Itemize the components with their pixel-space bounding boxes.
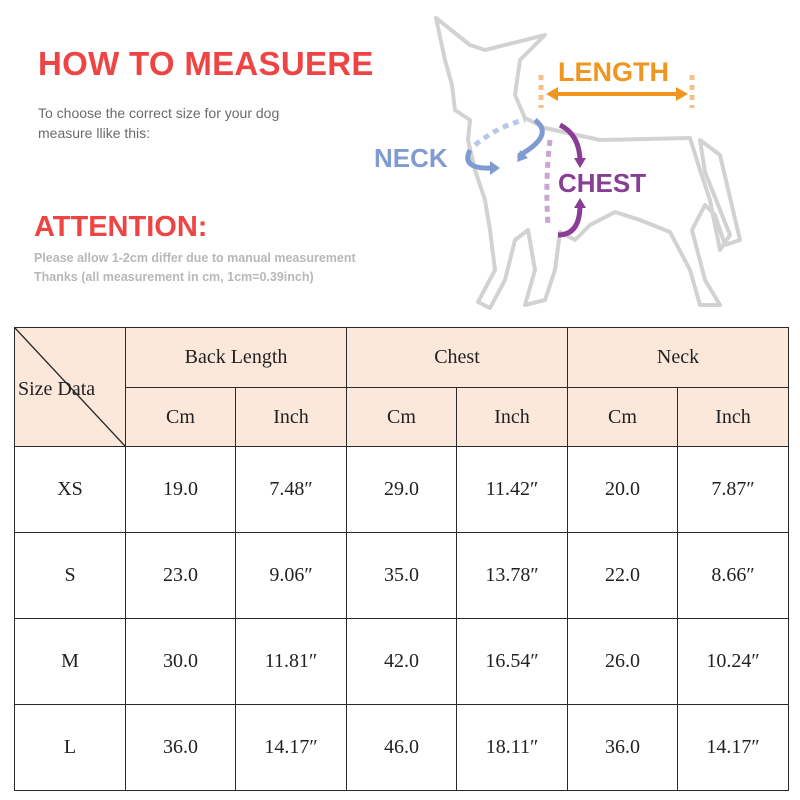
unit-header: Inch: [678, 388, 789, 447]
group-header-chest: Chest: [347, 328, 568, 388]
value-cell: 11.81″: [236, 619, 347, 705]
value-cell: 10.24″: [678, 619, 789, 705]
value-cell: 14.17″: [236, 705, 347, 791]
value-cell: 42.0: [347, 619, 457, 705]
unit-header: Inch: [236, 388, 347, 447]
neck-label: NECK: [374, 143, 448, 173]
table-row: [15, 705, 789, 791]
table-row: [15, 533, 789, 619]
header-row-units: [15, 388, 789, 447]
value-cell: 7.87″: [678, 447, 789, 533]
size-cell: S: [15, 533, 126, 619]
value-cell: 8.66″: [678, 533, 789, 619]
group-header-neck: Neck: [568, 328, 789, 388]
size-cell: M: [15, 619, 126, 705]
value-cell: 11.42″: [457, 447, 568, 533]
unit-header: Inch: [457, 388, 568, 447]
value-cell: 7.48″: [236, 447, 347, 533]
value-cell: 35.0: [347, 533, 457, 619]
chest-label: CHEST: [558, 168, 647, 198]
value-cell: 22.0: [568, 533, 678, 619]
header-row-groups: [15, 328, 789, 388]
value-cell: 20.0: [568, 447, 678, 533]
neck-indicator-icon: [468, 120, 542, 175]
unit-header: Cm: [126, 388, 236, 447]
value-cell: 19.0: [126, 447, 236, 533]
size-chart-table: [14, 327, 789, 791]
value-cell: 18.11″: [457, 705, 568, 791]
unit-header: Cm: [347, 388, 457, 447]
page-title: HOW TO MEASUERE: [38, 45, 374, 82]
value-cell: 16.54″: [457, 619, 568, 705]
length-label: LENGTH: [558, 57, 669, 87]
value-cell: 36.0: [568, 705, 678, 791]
size-cell: XS: [15, 447, 126, 533]
value-cell: 30.0: [126, 619, 236, 705]
value-cell: 9.06″: [236, 533, 347, 619]
attention-note-line-2: Thanks (all measurement in cm, 1cm=0.39inch): [34, 270, 314, 284]
value-cell: 14.17″: [678, 705, 789, 791]
attention-note-line-1: Please allow 1-2cm differ due to manual measurement: [34, 251, 356, 265]
value-cell: 13.78″: [457, 533, 568, 619]
table-row: [15, 447, 789, 533]
unit-header: Cm: [568, 388, 678, 447]
value-cell: 46.0: [347, 705, 457, 791]
instructions-line-1: To choose the correct size for your dog: [38, 105, 280, 121]
value-cell: 23.0: [126, 533, 236, 619]
instructions: [38, 103, 279, 143]
value-cell: 36.0: [126, 705, 236, 791]
attention-heading: ATTENTION:: [34, 211, 208, 243]
instructions-line-2: measure llike this:: [38, 125, 151, 141]
table-row: [15, 619, 789, 705]
group-header-back-length: Back Length: [126, 328, 347, 388]
attention-note: [34, 249, 394, 287]
size-cell: L: [15, 705, 126, 791]
value-cell: 26.0: [568, 619, 678, 705]
corner-label: Size Data: [18, 378, 96, 400]
value-cell: 29.0: [347, 447, 457, 533]
corner-cell: [15, 328, 126, 447]
